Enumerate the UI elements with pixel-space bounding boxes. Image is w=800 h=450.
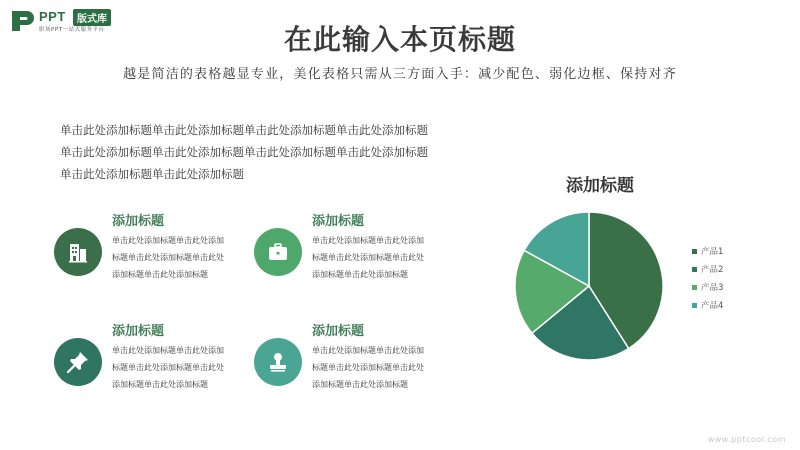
legend-swatch [692, 267, 697, 272]
intro-paragraph: 单击此处添加标题单击此处添加标题单击此处添加标题单击此处添加标题单击此处添加标题单击此处添加标题单击此处添加标题单击此处添加标题单击此处添加标题单击此处添加标题 [60, 123, 428, 181]
page-subtitle: 越是简洁的表格越显专业，美化表格只需从三方面入手：减少配色、弱化边框、保持对齐 [123, 67, 677, 82]
legend-swatch [692, 303, 697, 308]
feature-title: 添加标题 [312, 214, 365, 229]
chart-title: 添加标题 [566, 176, 634, 196]
legend-label: 产品2 [701, 265, 724, 275]
legend-label: 产品4 [701, 301, 724, 311]
feature-card-2 [254, 210, 454, 300]
feature-body: 单击此处添加标题单击此处添加标题单击此处添加标题单击此处添加标题单击此处添加标题 [112, 236, 224, 279]
legend-label: 产品1 [701, 247, 724, 257]
feature-title: 添加标题 [312, 324, 365, 339]
page-title: 在此输入本页标题 [283, 23, 516, 56]
legend-swatch [692, 285, 697, 290]
legend-swatch [692, 249, 697, 254]
feature-card-1 [54, 210, 254, 300]
feature-body: 单击此处添加标题单击此处添加标题单击此处添加标题单击此处添加标题单击此处添加标题 [112, 346, 224, 389]
legend-label: 产品3 [701, 283, 724, 293]
logo-tagline: 职场PPT一站式服务平台 [39, 27, 105, 33]
building-icon [66, 240, 90, 264]
feature-title: 添加标题 [112, 324, 165, 339]
feature-icon-circle [54, 338, 102, 386]
pushpin-icon [66, 350, 90, 374]
feature-card-4 [254, 320, 454, 410]
legend-item [692, 242, 723, 260]
legend-item [692, 260, 723, 278]
chart-legend [692, 242, 723, 314]
legend-item [692, 296, 723, 314]
logo-brand-text: PPT [39, 9, 66, 24]
feature-body: 单击此处添加标题单击此处添加标题单击此处添加标题单击此处添加标题单击此处添加标题 [312, 236, 424, 279]
pie-chart [500, 168, 780, 378]
feature-icon-circle [254, 228, 302, 276]
feature-body: 单击此处添加标题单击此处添加标题单击此处添加标题单击此处添加标题单击此处添加标题 [312, 346, 424, 389]
feature-card-3 [54, 320, 254, 410]
stamp-icon [266, 350, 290, 374]
briefcase-icon [266, 240, 290, 264]
legend-item [692, 278, 723, 296]
feature-icon-circle [254, 338, 302, 386]
watermark-text: www.pptcool.com [707, 435, 786, 444]
feature-icon-circle [54, 228, 102, 276]
logo-badge: 版式库 [73, 9, 111, 26]
pie-chart-svg [500, 168, 690, 378]
feature-title: 添加标题 [112, 214, 165, 229]
